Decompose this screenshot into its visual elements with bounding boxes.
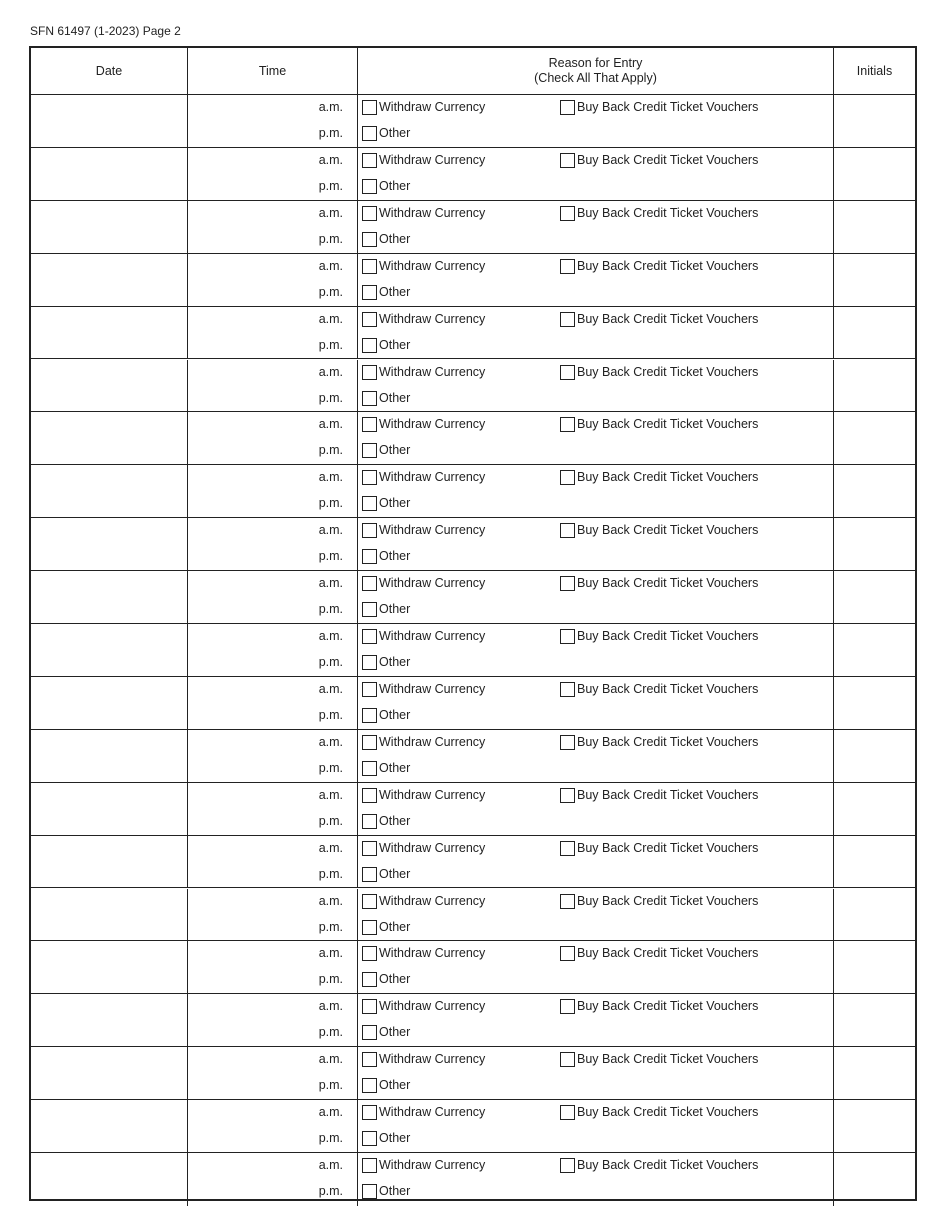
table-row	[31, 254, 915, 307]
buy-back-vouchers-label: Buy Back Credit Ticket Vouchers	[577, 364, 759, 379]
pm-label: p.m.	[318, 1025, 343, 1040]
withdraw-currency-checkbox[interactable]	[362, 576, 377, 591]
buy-back-vouchers-label: Buy Back Credit Ticket Vouchers	[577, 311, 759, 326]
other-checkbox[interactable]	[362, 761, 377, 776]
table-row	[31, 624, 915, 677]
initials-cell[interactable]	[834, 624, 915, 676]
other-label: Other	[379, 1184, 411, 1198]
pm-label: p.m.	[318, 655, 343, 669]
other-checkbox[interactable]	[362, 391, 377, 406]
pm-label: p.m.	[318, 1184, 343, 1198]
table-header	[31, 48, 915, 95]
time-cell[interactable]	[188, 783, 358, 835]
time-cell[interactable]	[188, 307, 358, 359]
date-cell[interactable]	[31, 677, 188, 729]
time-cell[interactable]	[188, 465, 358, 517]
withdraw-currency-checkbox[interactable]	[362, 999, 377, 1014]
other-label: Other	[379, 1131, 411, 1146]
am-label: a.m.	[318, 734, 343, 749]
date-cell[interactable]	[31, 148, 188, 200]
withdraw-currency-checkbox[interactable]	[362, 1158, 377, 1173]
date-cell[interactable]	[31, 1047, 188, 1099]
date-cell[interactable]	[31, 465, 188, 517]
table-row	[31, 677, 915, 730]
buy-back-vouchers-checkbox[interactable]	[560, 735, 575, 750]
withdraw-currency-label: Withdraw Currency	[379, 470, 486, 485]
initials-cell[interactable]	[834, 783, 915, 835]
header-date: Date	[31, 48, 188, 94]
buy-back-vouchers-label: Buy Back Credit Ticket Vouchers	[577, 205, 759, 220]
time-cell[interactable]	[188, 624, 358, 676]
other-label: Other	[379, 496, 411, 511]
withdraw-currency-checkbox[interactable]	[362, 1105, 377, 1120]
table-row	[31, 148, 915, 201]
withdraw-currency-checkbox[interactable]	[362, 629, 377, 644]
entry-log-table	[29, 46, 917, 1201]
time-cell[interactable]	[188, 571, 358, 623]
pm-label: p.m.	[318, 284, 343, 299]
pm-label: p.m.	[318, 126, 343, 140]
withdraw-currency-label: Withdraw Currency	[379, 364, 486, 379]
am-label: a.m.	[318, 629, 343, 643]
buy-back-vouchers-label: Buy Back Credit Ticket Vouchers	[577, 840, 759, 855]
time-cell[interactable]	[188, 994, 358, 1046]
buy-back-vouchers-checkbox[interactable]	[560, 417, 575, 432]
buy-back-vouchers-label: Buy Back Credit Ticket Vouchers	[577, 576, 759, 591]
other-checkbox[interactable]	[362, 549, 377, 564]
date-cell[interactable]	[31, 518, 188, 570]
time-cell[interactable]	[188, 889, 358, 941]
time-cell[interactable]	[188, 412, 358, 464]
table-row	[31, 1100, 915, 1153]
time-cell[interactable]	[188, 518, 358, 570]
initials-cell[interactable]	[834, 1100, 915, 1152]
date-cell[interactable]	[31, 730, 188, 782]
buy-back-vouchers-label: Buy Back Credit Ticket Vouchers	[577, 523, 759, 538]
time-cell[interactable]	[188, 1100, 358, 1152]
other-label: Other	[379, 972, 411, 987]
initials-cell[interactable]	[834, 148, 915, 200]
buy-back-vouchers-checkbox[interactable]	[560, 629, 575, 644]
reason-cell	[358, 889, 834, 941]
other-label: Other	[379, 231, 411, 246]
time-cell[interactable]	[188, 254, 358, 306]
time-cell[interactable]	[188, 836, 358, 888]
buy-back-vouchers-label: Buy Back Credit Ticket Vouchers	[577, 417, 759, 432]
withdraw-currency-label: Withdraw Currency	[379, 100, 486, 114]
reason-cell	[358, 1100, 834, 1152]
withdraw-currency-label: Withdraw Currency	[379, 205, 486, 220]
other-label: Other	[379, 1025, 411, 1040]
am-label: a.m.	[318, 999, 343, 1014]
am-label: a.m.	[318, 787, 343, 802]
reason-cell	[358, 624, 834, 676]
other-label: Other	[379, 813, 411, 828]
reason-cell	[358, 1153, 834, 1206]
initials-cell[interactable]	[834, 412, 915, 464]
pm-label: p.m.	[318, 813, 343, 828]
initials-cell[interactable]	[834, 201, 915, 253]
date-cell[interactable]	[31, 571, 188, 623]
table-row	[31, 889, 915, 942]
time-cell[interactable]	[188, 148, 358, 200]
buy-back-vouchers-checkbox[interactable]	[560, 206, 575, 221]
buy-back-vouchers-label: Buy Back Credit Ticket Vouchers	[577, 100, 759, 114]
other-checkbox[interactable]	[362, 920, 377, 935]
buy-back-vouchers-checkbox[interactable]	[560, 576, 575, 591]
buy-back-vouchers-checkbox[interactable]	[560, 523, 575, 538]
withdraw-currency-checkbox[interactable]	[362, 788, 377, 803]
reason-cell	[358, 783, 834, 835]
withdraw-currency-label: Withdraw Currency	[379, 152, 486, 167]
buy-back-vouchers-label: Buy Back Credit Ticket Vouchers	[577, 946, 759, 961]
date-cell[interactable]	[31, 1153, 188, 1206]
time-cell[interactable]	[188, 677, 358, 729]
other-checkbox[interactable]	[362, 972, 377, 987]
buy-back-vouchers-label: Buy Back Credit Ticket Vouchers	[577, 681, 759, 696]
am-label: a.m.	[318, 470, 343, 485]
am-label: a.m.	[318, 364, 343, 379]
pm-label: p.m.	[318, 231, 343, 246]
am-label: a.m.	[318, 205, 343, 220]
other-checkbox[interactable]	[362, 338, 377, 353]
date-cell[interactable]	[31, 201, 188, 253]
withdraw-currency-label: Withdraw Currency	[379, 946, 486, 961]
am-label: a.m.	[318, 152, 343, 167]
pm-label: p.m.	[318, 707, 343, 722]
am-label: a.m.	[318, 1158, 343, 1172]
table-row	[31, 941, 915, 994]
withdraw-currency-checkbox[interactable]	[362, 365, 377, 380]
table-row	[31, 518, 915, 571]
time-cell[interactable]	[188, 95, 358, 147]
reason-cell	[358, 360, 834, 412]
other-label: Other	[379, 126, 411, 140]
buy-back-vouchers-checkbox[interactable]	[560, 259, 575, 274]
am-label: a.m.	[318, 311, 343, 326]
time-cell[interactable]	[188, 730, 358, 782]
date-cell[interactable]	[31, 1100, 188, 1152]
reason-cell	[358, 518, 834, 570]
table-row	[31, 1047, 915, 1100]
other-label: Other	[379, 919, 411, 934]
other-checkbox[interactable]	[362, 708, 377, 723]
withdraw-currency-label: Withdraw Currency	[379, 893, 486, 908]
other-label: Other	[379, 602, 411, 617]
form-identifier: SFN 61497 (1-2023) Page 2	[30, 24, 181, 38]
withdraw-currency-checkbox[interactable]	[362, 100, 377, 115]
initials-cell[interactable]	[834, 518, 915, 570]
table-row	[31, 201, 915, 254]
date-cell[interactable]	[31, 994, 188, 1046]
pm-label: p.m.	[318, 390, 343, 405]
header-reason	[358, 48, 834, 94]
reason-cell	[358, 941, 834, 993]
date-cell[interactable]	[31, 836, 188, 888]
withdraw-currency-label: Withdraw Currency	[379, 258, 486, 273]
reason-cell	[358, 95, 834, 147]
other-checkbox[interactable]	[362, 285, 377, 300]
header-initials: Initials	[856, 63, 893, 78]
other-checkbox[interactable]	[362, 443, 377, 458]
time-cell[interactable]	[188, 201, 358, 253]
table-row	[31, 1153, 915, 1206]
withdraw-currency-checkbox[interactable]	[362, 206, 377, 221]
am-label: a.m.	[318, 1105, 343, 1120]
withdraw-currency-label: Withdraw Currency	[379, 1105, 486, 1120]
initials-cell[interactable]	[834, 730, 915, 782]
buy-back-vouchers-label: Buy Back Credit Ticket Vouchers	[577, 787, 759, 802]
other-label: Other	[379, 655, 411, 669]
withdraw-currency-checkbox[interactable]	[362, 470, 377, 485]
table-row	[31, 412, 915, 465]
other-checkbox[interactable]	[362, 496, 377, 511]
other-checkbox[interactable]	[362, 126, 377, 141]
reason-cell	[358, 994, 834, 1046]
buy-back-vouchers-checkbox[interactable]	[560, 365, 575, 380]
reason-cell	[358, 412, 834, 464]
reason-cell	[358, 1047, 834, 1099]
withdraw-currency-checkbox[interactable]	[362, 523, 377, 538]
other-checkbox[interactable]	[362, 232, 377, 247]
table-row	[31, 571, 915, 624]
buy-back-vouchers-label: Buy Back Credit Ticket Vouchers	[577, 893, 759, 908]
initials-cell[interactable]	[834, 307, 915, 359]
other-label: Other	[379, 866, 411, 881]
other-label: Other	[379, 1078, 411, 1093]
am-label: a.m.	[318, 258, 343, 273]
withdraw-currency-checkbox[interactable]	[362, 1052, 377, 1067]
pm-label: p.m.	[318, 919, 343, 934]
header-reason-title: Reason for Entry	[548, 56, 643, 70]
withdraw-currency-checkbox[interactable]	[362, 894, 377, 909]
withdraw-currency-label: Withdraw Currency	[379, 311, 486, 326]
pm-label: p.m.	[318, 443, 343, 458]
other-checkbox[interactable]	[362, 1131, 377, 1146]
am-label: a.m.	[318, 1052, 343, 1067]
other-checkbox[interactable]	[362, 1078, 377, 1093]
date-cell[interactable]	[31, 95, 188, 147]
header-reason-note: (Check All That Apply)	[534, 71, 657, 85]
table-row	[31, 95, 915, 148]
reason-cell	[358, 465, 834, 517]
initials-cell[interactable]	[834, 889, 915, 941]
date-cell[interactable]	[31, 889, 188, 941]
buy-back-vouchers-checkbox[interactable]	[560, 1105, 575, 1120]
buy-back-vouchers-label: Buy Back Credit Ticket Vouchers	[577, 629, 759, 643]
buy-back-vouchers-label: Buy Back Credit Ticket Vouchers	[577, 1158, 759, 1172]
buy-back-vouchers-checkbox[interactable]	[560, 999, 575, 1014]
other-label: Other	[379, 178, 411, 193]
buy-back-vouchers-label: Buy Back Credit Ticket Vouchers	[577, 258, 759, 273]
initials-cell[interactable]	[834, 994, 915, 1046]
table-row	[31, 307, 915, 360]
reason-cell	[358, 201, 834, 253]
time-cell[interactable]	[188, 1047, 358, 1099]
pm-label: p.m.	[318, 1078, 343, 1093]
withdraw-currency-checkbox[interactable]	[362, 682, 377, 697]
pm-label: p.m.	[318, 760, 343, 775]
buy-back-vouchers-checkbox[interactable]	[560, 946, 575, 961]
initials-cell[interactable]	[834, 465, 915, 517]
table-row	[31, 783, 915, 836]
date-cell[interactable]	[31, 412, 188, 464]
buy-back-vouchers-label: Buy Back Credit Ticket Vouchers	[577, 1052, 759, 1067]
reason-cell	[358, 677, 834, 729]
table-row	[31, 994, 915, 1047]
buy-back-vouchers-checkbox[interactable]	[560, 470, 575, 485]
table-row	[31, 465, 915, 518]
other-label: Other	[379, 760, 411, 775]
buy-back-vouchers-checkbox[interactable]	[560, 788, 575, 803]
reason-cell	[358, 571, 834, 623]
other-checkbox[interactable]	[362, 1025, 377, 1040]
time-cell[interactable]	[188, 941, 358, 993]
date-cell[interactable]	[31, 783, 188, 835]
date-cell[interactable]	[31, 941, 188, 993]
other-checkbox[interactable]	[362, 1184, 377, 1199]
other-label: Other	[379, 707, 411, 722]
buy-back-vouchers-checkbox[interactable]	[560, 682, 575, 697]
other-label: Other	[379, 549, 411, 564]
date-cell[interactable]	[31, 307, 188, 359]
date-cell[interactable]	[31, 360, 188, 412]
other-label: Other	[379, 337, 411, 352]
other-label: Other	[379, 443, 411, 458]
other-label: Other	[379, 284, 411, 299]
other-label: Other	[379, 390, 411, 405]
pm-label: p.m.	[318, 549, 343, 564]
withdraw-currency-label: Withdraw Currency	[379, 629, 486, 643]
table-row	[31, 836, 915, 889]
initials-cell[interactable]	[834, 95, 915, 147]
withdraw-currency-label: Withdraw Currency	[379, 523, 486, 538]
pm-label: p.m.	[318, 972, 343, 987]
pm-label: p.m.	[318, 602, 343, 617]
buy-back-vouchers-checkbox[interactable]	[560, 312, 575, 327]
withdraw-currency-checkbox[interactable]	[362, 259, 377, 274]
buy-back-vouchers-checkbox[interactable]	[560, 100, 575, 115]
pm-label: p.m.	[318, 496, 343, 511]
withdraw-currency-label: Withdraw Currency	[379, 681, 486, 696]
buy-back-vouchers-checkbox[interactable]	[560, 1052, 575, 1067]
am-label: a.m.	[318, 840, 343, 855]
buy-back-vouchers-checkbox[interactable]	[560, 894, 575, 909]
withdraw-currency-checkbox[interactable]	[362, 153, 377, 168]
other-checkbox[interactable]	[362, 867, 377, 882]
time-cell[interactable]	[188, 1153, 358, 1206]
withdraw-currency-checkbox[interactable]	[362, 417, 377, 432]
withdraw-currency-checkbox[interactable]	[362, 735, 377, 750]
reason-cell	[358, 836, 834, 888]
initials-cell[interactable]	[834, 1047, 915, 1099]
withdraw-currency-checkbox[interactable]	[362, 946, 377, 961]
am-label: a.m.	[318, 576, 343, 591]
initials-cell[interactable]	[834, 1153, 915, 1206]
withdraw-currency-checkbox[interactable]	[362, 312, 377, 327]
buy-back-vouchers-label: Buy Back Credit Ticket Vouchers	[577, 734, 759, 749]
am-label: a.m.	[318, 893, 343, 908]
date-cell[interactable]	[31, 254, 188, 306]
pm-label: p.m.	[318, 178, 343, 193]
header-time: Time	[188, 48, 358, 94]
pm-label: p.m.	[318, 1131, 343, 1146]
am-label: a.m.	[318, 681, 343, 696]
am-label: a.m.	[318, 100, 343, 114]
table-row	[31, 730, 915, 783]
buy-back-vouchers-label: Buy Back Credit Ticket Vouchers	[577, 999, 759, 1014]
buy-back-vouchers-label: Buy Back Credit Ticket Vouchers	[577, 152, 759, 167]
buy-back-vouchers-checkbox[interactable]	[560, 1158, 575, 1173]
other-checkbox[interactable]	[362, 179, 377, 194]
initials-cell[interactable]	[834, 254, 915, 306]
pm-label: p.m.	[318, 866, 343, 881]
initials-cell[interactable]	[834, 571, 915, 623]
other-checkbox[interactable]	[362, 602, 377, 617]
withdraw-currency-checkbox[interactable]	[362, 841, 377, 856]
time-cell[interactable]	[188, 360, 358, 412]
withdraw-currency-label: Withdraw Currency	[379, 840, 486, 855]
withdraw-currency-label: Withdraw Currency	[379, 1052, 486, 1067]
pm-label: p.m.	[318, 337, 343, 352]
withdraw-currency-label: Withdraw Currency	[379, 999, 486, 1014]
am-label: a.m.	[318, 946, 343, 961]
other-checkbox[interactable]	[362, 655, 377, 670]
buy-back-vouchers-checkbox[interactable]	[560, 841, 575, 856]
buy-back-vouchers-label: Buy Back Credit Ticket Vouchers	[577, 470, 759, 485]
date-cell[interactable]	[31, 624, 188, 676]
am-label: a.m.	[318, 523, 343, 538]
reason-cell	[358, 148, 834, 200]
reason-cell	[358, 730, 834, 782]
withdraw-currency-label: Withdraw Currency	[379, 1158, 486, 1172]
reason-cell	[358, 307, 834, 359]
withdraw-currency-label: Withdraw Currency	[379, 576, 486, 591]
buy-back-vouchers-label: Buy Back Credit Ticket Vouchers	[577, 1105, 759, 1120]
am-label: a.m.	[318, 417, 343, 432]
table-row	[31, 360, 915, 413]
withdraw-currency-label: Withdraw Currency	[379, 787, 486, 802]
initials-cell[interactable]	[834, 941, 915, 993]
initials-cell[interactable]	[834, 677, 915, 729]
initials-cell[interactable]	[834, 360, 915, 412]
withdraw-currency-label: Withdraw Currency	[379, 734, 486, 749]
reason-cell	[358, 254, 834, 306]
withdraw-currency-label: Withdraw Currency	[379, 417, 486, 432]
buy-back-vouchers-checkbox[interactable]	[560, 153, 575, 168]
initials-cell[interactable]	[834, 836, 915, 888]
other-checkbox[interactable]	[362, 814, 377, 829]
